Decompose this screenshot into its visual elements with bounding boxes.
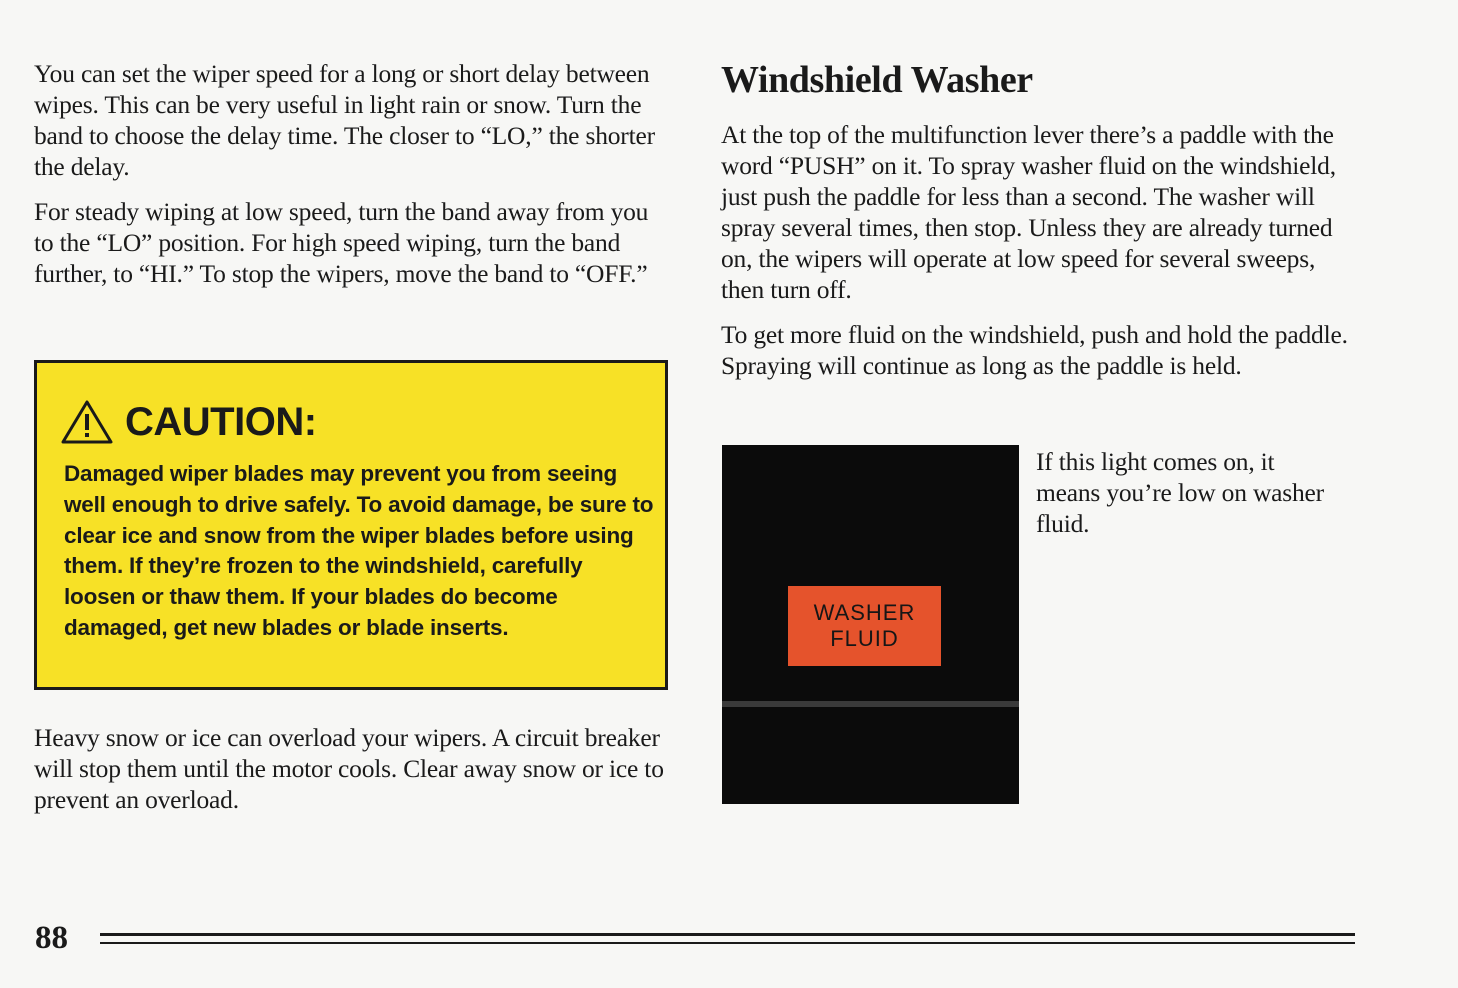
wiper-delay-paragraph: You can set the wiper speed for a long or short delay between wipes. This can be very useful in light rain or snow. Turn the band to choose the delay time. The closer to “LO,” the shorter the delay. xyxy=(34,59,655,181)
wiper-speed-paragraph: For steady wiping at low speed, turn the band away from you to the “LO” position. For high speed wiping, turn the band further, to “HI.” To stop the wipers, move the band to “OFF.” xyxy=(34,197,649,288)
warning-triangle-icon xyxy=(61,399,113,445)
left-column xyxy=(34,58,666,303)
overload-paragraph-wrap xyxy=(34,722,674,829)
overload-paragraph: Heavy snow or ice can overload your wipers. A circuit breaker will stop them until the motor cools. Clear away snow or ice to prevent an overload. xyxy=(34,723,664,814)
page-number: 88 xyxy=(35,920,68,956)
caution-heading xyxy=(61,399,317,445)
section-title: Windshield Washer xyxy=(721,59,1033,101)
washer-paragraph: At the top of the multifunction lever there’s a paddle with the word “PUSH” on it. To spray washer fluid on the windshield, just push the paddle for less than a second. The washer will spray several times, then stop. Unless they are already turned on, the wipers will operate at low speed for several sweeps, then turn off. xyxy=(721,120,1336,304)
indicator-band xyxy=(722,701,1019,707)
footer-rule-bottom xyxy=(100,942,1355,944)
indicator-caption: If this light comes on, it means you’re low on washer fluid. xyxy=(1036,447,1324,538)
right-column xyxy=(721,58,1351,395)
lamp-label-line1: WASHER xyxy=(813,600,916,625)
washer-fluid-indicator-image xyxy=(722,445,1019,804)
footer-rule xyxy=(100,933,1355,944)
washer-hold-paragraph: To get more fluid on the windshield, push and hold the paddle. Spraying will continue as long as the paddle is held. xyxy=(721,320,1348,380)
caution-text: Damaged wiper blades may prevent you from seeing well enough to drive safely. To avoid damage, be sure to clear ice and snow from the wiper blades before using them. If they’re frozen to the windshield, carefully loosen or thaw them. If your blades do become damaged, get new blades or blade inserts. xyxy=(64,461,654,640)
caution-label: CAUTION: xyxy=(125,399,317,444)
lamp-label-line2: FLUID xyxy=(830,626,899,651)
washer-fluid-lamp xyxy=(788,586,941,666)
footer-rule-top xyxy=(100,933,1355,936)
caution-box xyxy=(34,360,668,690)
